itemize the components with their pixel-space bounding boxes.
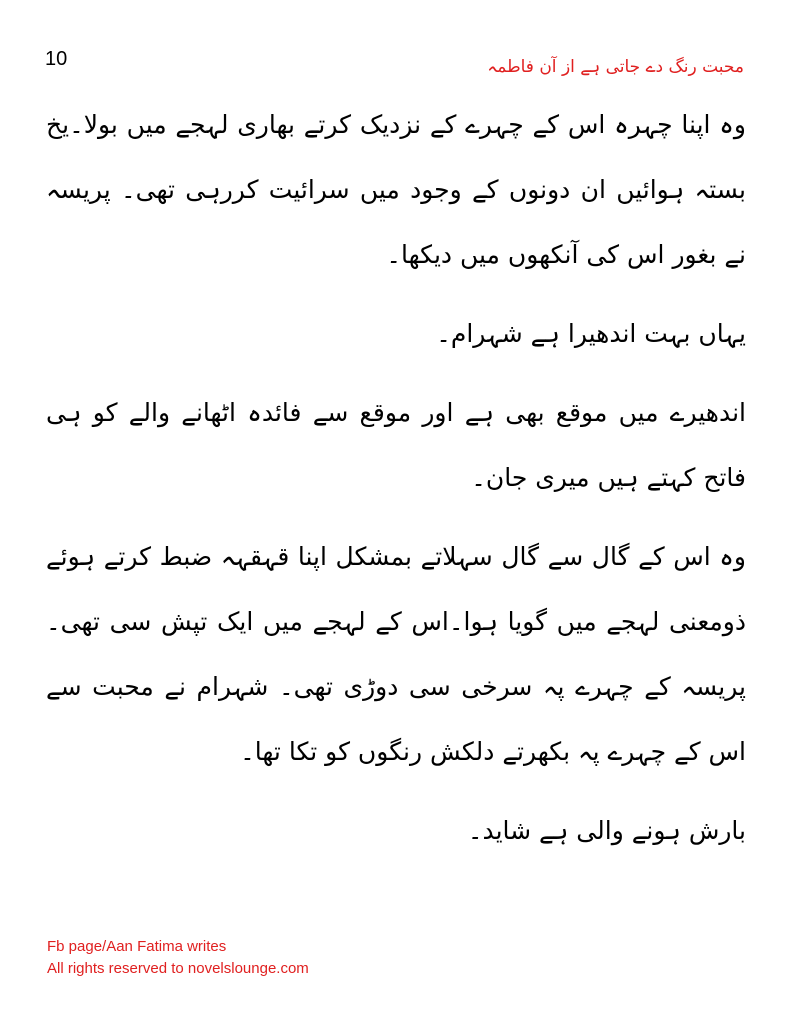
- paragraph-5: بارش ہونے والی ہے شاید۔: [467, 816, 746, 845]
- page-number: 10: [45, 48, 68, 70]
- footer-fb-page: Fb page/Aan Fatima writes: [47, 938, 227, 955]
- paragraph-1: وہ اپنا چہرہ اس کے چہرے کے نزدیک کرتے بھاری لہجے میں بولا۔یخ بستہ ہوائیں ان دونوں کے وجود میں سرائیت کررہی تھی۔ پریسہ نے بغور اس کی آنکھوں میں دیکھا۔: [46, 110, 746, 269]
- paragraph-3: اندھیرے میں موقع بھی ہے اور موقع سے فائدہ اٹھانے والے کو ہی فاتح کہتے ہیں میری جان۔: [46, 398, 746, 492]
- body-text: [46, 92, 746, 877]
- paragraph-4: وہ اس کے گال سے گال سہلاتے بمشکل اپنا قہقہہ ضبط کرتے ہوئے ذومعنی لہجے میں گویا ہوا۔اس کے لہجے میں ایک تپش سی تھی۔ پریسہ کے چہرے پہ سرخی سی دوڑی تھی۔ شہرام نے محبت سے اس کے چہرے پہ بکھرتے دلکش رنگوں کو تکا تھا۔: [46, 542, 746, 766]
- footer: [47, 936, 309, 980]
- header-title: محبت رنگ دے جاتی ہے از آن فاطمہ: [487, 57, 744, 77]
- paragraph-2: یہاں بہت اندھیرا ہے شہرام۔: [436, 319, 746, 348]
- footer-rights: All rights reserved to novelslounge.com: [47, 960, 309, 977]
